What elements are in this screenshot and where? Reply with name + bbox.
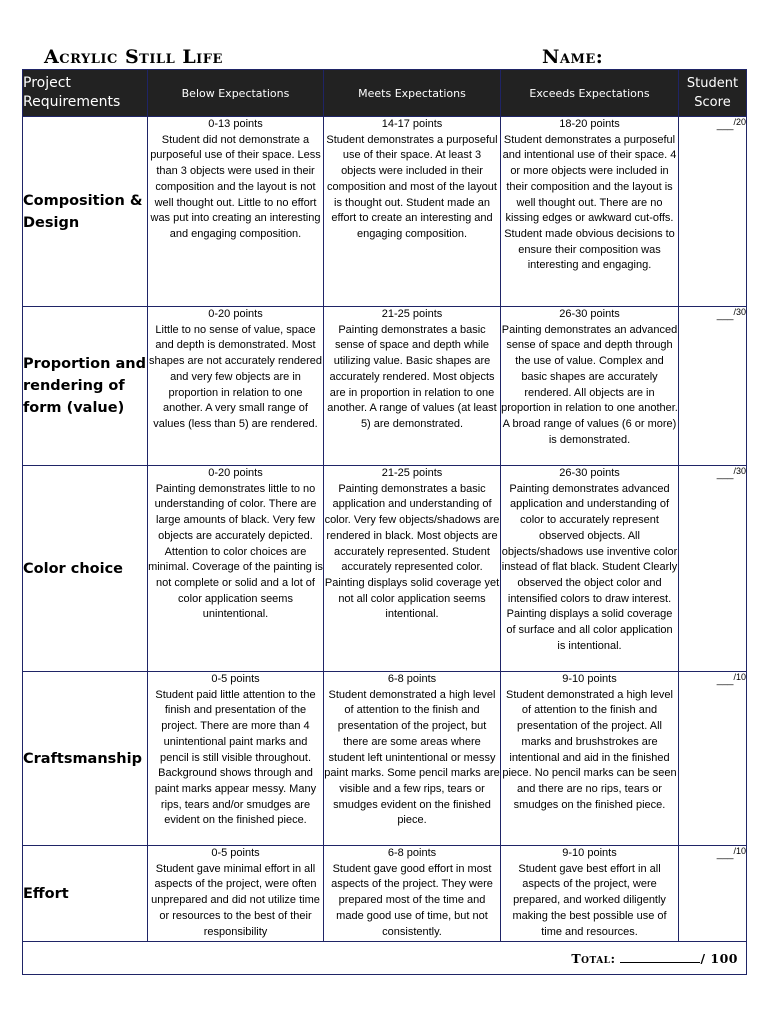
criteria-text: Painting demonstrates a basic sense of space and depth while utilizing value. Basic shapes are accurately rendered. Most objects are in proportion in relation to one another. A range of values (at least 5) are demonstrated. (327, 323, 497, 430)
points-range: 0-5 points (211, 847, 260, 859)
score-blank: ___ (716, 675, 734, 686)
score-cell[interactable] (679, 466, 747, 672)
criteria-text: Painting demonstrates little to no understanding of color. There are large amounts of black. Very few objects are accurately depicted. Attention to color choices are minimal. Coverage of the painting is not complete or solid and a lot of color application seems unintentional. (148, 482, 323, 621)
requirement-label: Craftsmanship (23, 672, 148, 846)
exceeds-cell (501, 466, 679, 672)
col-header-requirements: Project Requirements (23, 70, 148, 117)
criteria-text: Little to no sense of value, space and depth is demonstrated. Most shapes are not accurately rendered and very few objects are in proportion in relation to one another. A very small range of values (less than 5) are rendered. (148, 323, 323, 430)
score-max: /10 (733, 672, 746, 682)
exceeds-cell (501, 307, 679, 466)
total-blank (620, 951, 700, 963)
below-cell (148, 307, 324, 466)
total-label: Total: (571, 950, 616, 966)
meets-cell (324, 117, 501, 307)
total-max: / 100 (700, 950, 738, 966)
col-header-below: Below Expectations (148, 70, 324, 117)
score-max: /20 (733, 117, 746, 127)
points-range: 18-20 points (559, 118, 620, 130)
requirement-label: Composition & Design (23, 117, 148, 307)
points-range: 0-5 points (211, 673, 260, 685)
exceeds-cell (501, 117, 679, 307)
points-range: 0-13 points (208, 118, 263, 130)
below-cell (148, 466, 324, 672)
criteria-text: Student gave good effort in most aspects of the project. They were prepared most of the time and made good use of time, but not consistently. (331, 862, 493, 938)
points-range: 26-30 points (559, 467, 620, 479)
score-blank: ___ (716, 469, 734, 480)
exceeds-cell (501, 672, 679, 846)
rubric-row-color (23, 466, 747, 672)
score-cell[interactable] (679, 117, 747, 307)
requirement-label: Proportion and rendering of form (value) (23, 307, 148, 466)
rubric-row-effort (23, 846, 747, 942)
rubric-row-proportion (23, 307, 747, 466)
meets-cell (324, 466, 501, 672)
total-cell (23, 942, 747, 975)
score-max: /10 (733, 846, 746, 856)
header-row (23, 70, 747, 117)
meets-cell (324, 672, 501, 846)
points-range: 6-8 points (387, 673, 437, 685)
rubric-title: Acrylic Still Life (44, 46, 223, 68)
col-header-meets: Meets Expectations (324, 70, 501, 117)
total-score[interactable] (571, 951, 738, 966)
col-header-exceeds: Exceeds Expectations (501, 70, 679, 117)
score-cell[interactable] (679, 672, 747, 846)
points-range: 21-25 points (381, 467, 443, 479)
criteria-text: Student demonstrated a high level of attention to the finish and presentation of the project. All marks and brushstrokes are intentional and aid in the finished piece. No pencil marks can be seen and there are no rips, tears or smudges on the finished piece. (502, 688, 677, 811)
points-range: 26-30 points (559, 308, 620, 320)
score-cell[interactable] (679, 846, 747, 942)
name-label: Name: (542, 46, 604, 68)
rubric-table (22, 69, 747, 975)
score-max: /30 (733, 466, 746, 476)
criteria-text: Painting demonstrates a basic application and understanding of color. Very few objects/shadows are rendered in black. Most objects are accurately represented. Student accurately represented color. Painting displays solid coverage yet not all color application seems intentional. (324, 482, 500, 621)
score-max: /30 (733, 307, 746, 317)
points-range: 0-20 points (208, 308, 263, 320)
col-header-score: Student Score (679, 70, 747, 117)
below-cell (148, 117, 324, 307)
points-range: 0-20 points (208, 467, 263, 479)
score-blank: ___ (716, 120, 734, 131)
points-range: 14-17 points (381, 118, 443, 130)
below-cell (148, 846, 324, 942)
criteria-text: Painting demonstrates an advanced sense of space and depth through the use of value. Complex and basic shapes are accurately rendered. All objects are in proportion in relation to one another. A broad range of values (6 or more) is demonstrated. (501, 323, 678, 446)
criteria-text: Student gave minimal effort in all aspects of the project, were often unprepared and did not utilize time or resources to the best of their responsibility (151, 862, 320, 938)
score-blank: ___ (716, 849, 734, 860)
criteria-text: Painting demonstrates advanced application and understanding of color to accurately represent observed objects. All objects/shadows use inventive color instead of flat black. Student Clearly observed the object color and intensified colors to draw interest. Painting displays a solid coverage of surface and all color application is intentional. (501, 482, 678, 652)
score-cell[interactable] (679, 307, 747, 466)
rubric-row-craftsmanship (23, 672, 747, 846)
points-range: 9-10 points (562, 673, 617, 685)
below-cell (148, 672, 324, 846)
points-range: 21-25 points (381, 308, 443, 320)
criteria-text: Student demonstrated a high level of attention to the finish and presentation of the project, but there are some areas where student left unintentional or messy paint marks. Some pencil marks are visible and a few rips, tears or smudges evident on the finished piece. (324, 688, 500, 827)
criteria-text: Student gave best effort in all aspects of the project, were prepared, and worked diligently making the best possible use of time and resources. (512, 862, 667, 938)
points-range: 9-10 points (562, 847, 617, 859)
points-range: 6-8 points (387, 847, 437, 859)
requirement-label: Effort (23, 846, 148, 942)
score-blank: ___ (716, 310, 734, 321)
total-row (23, 942, 747, 975)
criteria-text: Student paid little attention to the finish and presentation of the project. There are more than 4 unintentional paint marks and pencil is still visible throughout. Background shows through and paint marks appear messy. Many rips, tears and/or smudges are evident on the finished piece. (154, 688, 317, 827)
exceeds-cell (501, 846, 679, 942)
criteria-text: Student demonstrates a purposeful and intentional use of their space. 4 or more objects were included in their composition and the layout is well thought out. There are no kissing edges or awkward cut-offs. Student made obvious decisions to ensure their composition was interesting and engaging. (502, 133, 677, 272)
meets-cell (324, 846, 501, 942)
requirement-label: Color choice (23, 466, 148, 672)
meets-cell (324, 307, 501, 466)
criteria-text: Student demonstrates a purposeful use of their space. At least 3 objects were included in their composition and most of the layout is thought out. Student made an effort to create an interesting and engaging composition. (326, 133, 498, 240)
rubric-row-composition (23, 117, 747, 307)
criteria-text: Student did not demonstrate a purposeful use of their space. Less than 3 objects were used in their composition and the layout is not well thought out. Little to no effort was put into creating an interesting and engaging composition. (150, 133, 321, 240)
